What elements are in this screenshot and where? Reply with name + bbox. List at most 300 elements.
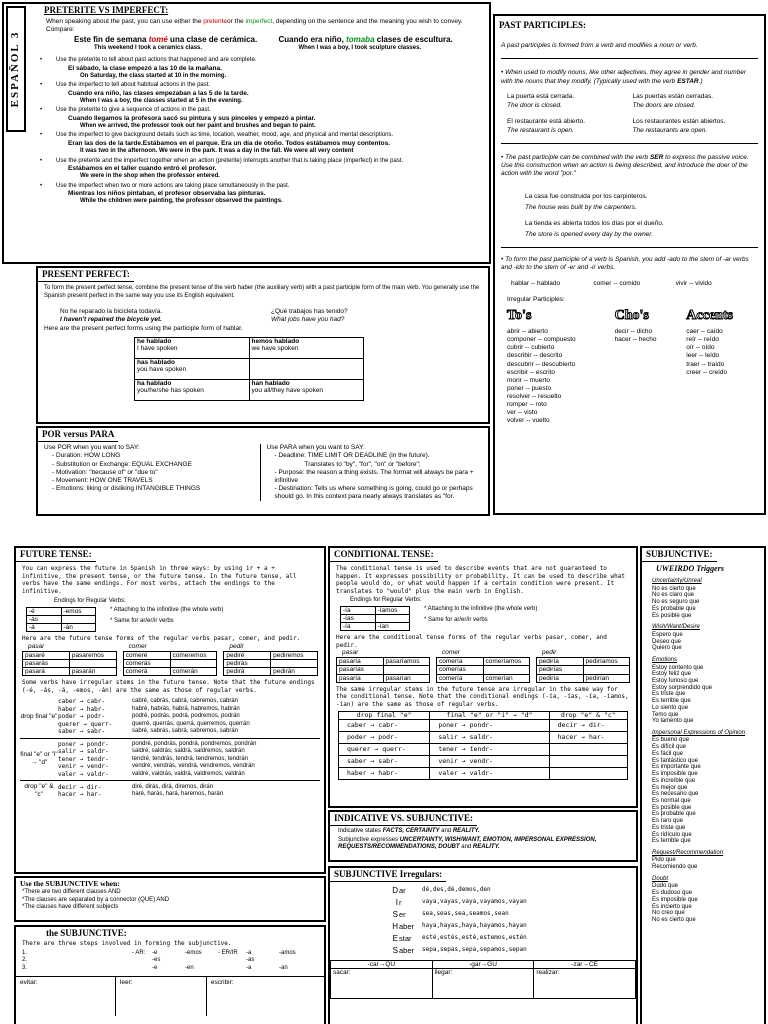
- conditional-irregular-table: [338, 711, 628, 780]
- irregular-participle: descubrir -- descubierto: [507, 360, 576, 368]
- irregular-stem: caber → cabr-: [58, 698, 105, 706]
- subj-ending: -e: [152, 949, 158, 956]
- group-accents: Accents: [686, 307, 733, 323]
- verb-form-cell: [483, 666, 530, 674]
- irregular-stem: valer → valdr-: [58, 770, 109, 778]
- pp-table-cell: [249, 379, 364, 400]
- subj-ending-row: [152, 957, 218, 965]
- irregular-participle: poner -- puesto: [507, 384, 552, 392]
- future-note-2: * Same for ar/er/ir verbs: [110, 618, 174, 625]
- pp-irregular-lists: [495, 324, 764, 426]
- por-item: - Movement: HOW ONE TRAVELS: [52, 476, 153, 484]
- para-column: Use PARA when you want to SAY: - Deadline: TIME LIMIT OR DEADLINE (in the future). Translates to "by", "for", "on" or "before"; - Purpose: the reason a thing exists. The format will always be para + infinitive - Destination: Tells us where something is going, could go or perhaps should go. In this context para nearly always translates as "for.: [260, 444, 483, 501]
- irregular-group-label: final "e" or "i" → "d": [20, 751, 58, 767]
- group-chos: Cho's: [614, 307, 649, 323]
- irregular-stem: tener → tendr-: [58, 755, 109, 763]
- verb-form-cell: [271, 659, 318, 667]
- irregular-participle: traer -- traído: [686, 360, 725, 368]
- subj-irr-initial: I: [395, 898, 398, 908]
- verb-form-cell: pedirá: [224, 668, 271, 676]
- ending-cell: -ías: [341, 614, 376, 622]
- irregular-form: haré, harás, hará, haremos, harán: [132, 791, 224, 798]
- irregular-stem: salir → saldr-: [58, 748, 109, 756]
- pp-table-es: ha hablado: [137, 379, 172, 387]
- conditional-irregular-note: The same irregular stems in the future tense are irregular in the same way for the conditional tense. Note that the conditional endings (-ía, -ías, -ía, -íamos, -ían) are the same as those of regular verbs.: [336, 685, 629, 708]
- future-tense-box: [14, 546, 326, 874]
- trigger-item: No creo que: [652, 910, 685, 917]
- irregular-participle: creer -- creído: [686, 368, 728, 376]
- subj-irr-rest: er: [399, 910, 406, 920]
- por-item: - Emotions: liking or disliking INTANGIBLE THINGS: [52, 484, 201, 492]
- trigger-item: Es increíble que: [652, 777, 696, 784]
- trigger-item: No es cierto que: [652, 917, 696, 923]
- subj-irr-row: [390, 886, 630, 896]
- verb-form-cell: pasará: [23, 668, 70, 676]
- cond-irr-cell: haber → habr-: [339, 768, 430, 780]
- verb-form-cell: comeré: [123, 651, 170, 659]
- pp-pairs: [495, 86, 764, 136]
- subj-ending: -an: [279, 964, 288, 971]
- present-perfect-box: [36, 266, 490, 424]
- por-item: - Substitution or Exchange: EQUAL EXCHANGE: [52, 460, 192, 468]
- verb-form-cell: [69, 659, 116, 667]
- verb-name: pedir: [542, 649, 557, 657]
- subj-irr-forms: vaya,vayas,vaya,vayamos,vayan: [422, 898, 527, 906]
- verb-form-cell: pediría: [537, 658, 584, 666]
- rule-text: • Use the preterite and the imperfect together when an action (preterite) interrupts another that is taking place (imperfect) in the past.: [34, 158, 489, 166]
- subj-verb-boxes: [16, 976, 324, 1016]
- subj-irr-rest: aber: [399, 946, 415, 956]
- pp-pair-row: [507, 93, 758, 101]
- future-intro: You can express the future in Spanish in three ways: by using ir + a + infinitive, the present tense, or the future tense. In the future tense, all verbs have the same endings. For most verbs, attach the endings to the infinitive.: [22, 565, 297, 595]
- pp-table-en: you/he/she has spoken: [137, 386, 204, 394]
- spell-verb: llegar:: [432, 969, 534, 999]
- irregular-stem: saber → sabr-: [58, 728, 105, 736]
- spell-verb: realizar:: [534, 969, 636, 999]
- pp-pair-left: The restaurant is open.: [507, 127, 574, 134]
- rule-example-es: Cuando era niño, las clases empezaban a las 5 de la tarde.: [68, 89, 249, 97]
- trigger-sections: [642, 574, 764, 923]
- rule-example-es: Estábamos en el taller cuando entró el profesor.: [68, 165, 217, 172]
- conditional-forms: [330, 649, 636, 683]
- cond-irr-cell: poner → pondr-: [430, 720, 549, 732]
- spell-verb: sacar:: [331, 969, 433, 999]
- subj-irregular-rows: [330, 882, 636, 956]
- chos-list: [615, 328, 687, 426]
- verb-form-cell: comerías: [437, 666, 484, 674]
- present-perfect-table: [134, 337, 364, 401]
- rule-example-en: On Saturday, the class started at 10 in the morning.: [80, 72, 227, 79]
- cond-irr-head: final "e" or "i" → "d": [430, 712, 549, 720]
- indicative-subjunctive-box: [328, 810, 638, 862]
- subj-when-item: *There are two different clauses AND: [22, 889, 121, 896]
- pp-ser-example: La tienda es abierta todos los días por el dueño.: [525, 219, 664, 227]
- spell-head: -car→QU: [331, 961, 433, 969]
- subjunctive-triggers-box: [640, 546, 766, 1024]
- trigger-item: Es ridículo que: [652, 831, 692, 838]
- ending-cell: [375, 614, 410, 622]
- cond-irr-cell: venir → vendr-: [430, 756, 549, 768]
- verb-form-cell: comeremos: [170, 651, 217, 659]
- subj-irr-rest: star: [399, 934, 412, 944]
- future-irregular-groups: [16, 694, 324, 801]
- cond-irr-cell: querer → querr-: [339, 744, 430, 756]
- subj-steps-intro: There are three steps involved in forming the subjunctive.: [22, 940, 232, 948]
- trigger-item: Dudo que: [652, 883, 679, 890]
- present-perfect-title: PRESENT PERFECT:: [38, 268, 134, 282]
- irregular-stem: poder → podr-: [58, 713, 105, 721]
- irregular-participle: reír -- reído: [686, 336, 719, 344]
- irregular-stem: poner → pondr-: [58, 740, 109, 748]
- verb-form-cell: [583, 666, 630, 674]
- verb-form-cell: comerían: [483, 674, 530, 682]
- ending-cell: -ía: [341, 623, 376, 631]
- preterite-title: PRETERITE VS IMPERFECT:: [44, 5, 169, 15]
- verb-form-cell: pasarán: [69, 668, 116, 676]
- subj-when-item: *The clauses have different subjects: [22, 904, 119, 911]
- trigger-section-title: Uncertainty/Unreal: [652, 578, 702, 585]
- trigger-item: Es terrible que: [652, 698, 691, 705]
- ending-cell: -ía: [341, 606, 376, 614]
- irregular-participle: componer -- compuesto: [507, 336, 576, 344]
- verb-name: pasar: [28, 642, 45, 650]
- subjunctive-line: Subjunctive expresses UNCERTAINTY, WISH/WANT, EMOTION, IMPERSONAL EXPRESSION, REQUESTS/RECOMMENDATIONS, DOUBT and REALITY.: [338, 836, 597, 851]
- subj-ending: -as: [246, 957, 255, 964]
- future-forms-note: Here are the future tense forms of the regular verbs pasar, comer, and pedir.: [22, 635, 301, 643]
- trigger-section-title: Request/Recommendation: [652, 849, 724, 856]
- cond-irr-cell: tener → tendr-: [430, 744, 549, 756]
- indicative-line: Indicative states FACTS, CERTAINTY and REALITY.: [338, 828, 480, 835]
- pp-intro: To form the present perfect tense, combine the present tense of the verb haber (the auxiliary verb) with a past participle form of the main verb. You generally use the Spanish present perfect in the same way you use its English equivalent.: [44, 285, 480, 299]
- pp-groups: [495, 305, 764, 325]
- trigger-item: Es normal que: [652, 797, 691, 804]
- conditional-note-1: * Attaching to the infinitive (the whole verb): [424, 605, 538, 612]
- trigger-item: Es posible que: [652, 804, 692, 811]
- verb-forms-table: [336, 657, 430, 682]
- pp-table-en: I have spoken: [137, 344, 178, 352]
- preterite-imperfect-box: [2, 2, 491, 264]
- pp-table-cell: [135, 379, 250, 400]
- conditional-forms-note: Here are the conditional tense forms of the regular verbs pasar, comer, and pedir.: [336, 634, 607, 649]
- pp-table-es: he hablado: [137, 337, 172, 345]
- cond-irr-cell: hacer → har-: [549, 732, 627, 744]
- subjunctive-irregulars-box: [328, 866, 638, 1024]
- trigger-item: Es fantástico que: [652, 757, 699, 764]
- pp-table-cell: [249, 358, 364, 379]
- trigger-item: Estoy sorprendido que: [652, 684, 713, 691]
- trigger-item: Pido que: [652, 857, 676, 864]
- rule-text: • Use the imperfect when two or more actions are taking place simultaneously in the past.: [34, 183, 489, 191]
- ar-label: - AR:: [132, 949, 146, 956]
- trigger-item: No es seguro que: [652, 599, 700, 606]
- irregular-form: vendré, vendrás, vendrá, vendremos, vendrán: [132, 763, 255, 770]
- verb-forms: [336, 649, 430, 683]
- future-note-1: * Attaching to the infinitive (the whole verb): [110, 606, 224, 613]
- rule-text: • Use the preterite to tell about past actions that happened and are complete.: [34, 57, 489, 65]
- verb-form-cell: pasaremos: [69, 651, 116, 659]
- trigger-item: Lo siento que: [652, 704, 689, 711]
- verb-name: comer: [442, 649, 461, 657]
- irregular-stems: [58, 741, 132, 779]
- verb-name: pedir: [229, 642, 244, 650]
- cond-irr-cell: decir → dir-: [549, 720, 627, 732]
- trigger-item: Es raro que: [652, 818, 684, 825]
- er-endings: [246, 950, 312, 973]
- irregular-form: habré, habrás, habrá, habremos, habrán: [132, 705, 240, 712]
- cond-irr-cell: saber → sabr-: [339, 756, 430, 768]
- irregular-participle: volver -- vuelto: [507, 417, 550, 425]
- conditional-title: CONDITIONAL TENSE:: [330, 548, 438, 562]
- trigger-item: Es difícil que: [652, 744, 687, 751]
- irregular-participle: hacer -- hecho: [614, 336, 657, 344]
- cond-irr-cell: [549, 756, 627, 768]
- present-perfect-examples: No he reparado la bicicleta todavía. I haven't repaired the bicycle yet. ¿Qué trabajos has tenido? What jobs have you had?: [60, 308, 348, 324]
- ar-endings: [152, 950, 218, 973]
- verb-form-cell: pasaría: [337, 658, 384, 666]
- por-item: - Duration: HOW LONG: [52, 452, 121, 460]
- conditional-tense-box: [328, 546, 638, 808]
- pp-pair-right: Las puertas están cerradas.: [632, 92, 714, 100]
- indicative-title: INDICATIVE VS. SUBJUNCTIVE:: [330, 812, 477, 826]
- rule-text: • Use the preterite to give a sequence of actions in the past.: [34, 107, 489, 115]
- verb-form-cell: [170, 659, 217, 667]
- rule-text: • Use the imperfect to give background details such as time, location, weather, mood, age, and physical and mental descriptions.: [34, 132, 489, 140]
- rule-example-en: It was two in the afternoon. We were in the park. It was a day in the fall. We were all very content: [80, 148, 354, 154]
- group-tos: To's: [507, 307, 532, 323]
- pp-ser-example: The store is opened every day by the owner.: [525, 230, 654, 238]
- verb-form-cell: pedirías: [537, 666, 584, 674]
- ending-cell: [61, 615, 96, 623]
- conditional-intro: The conditional tense is used to describe events that are not guaranteed to happen. It expresses possibility or probability. It can be used to describe what people would do, or what would happen if a certain condition were present. It translates to "would" plus the main verb in English.: [336, 565, 625, 595]
- irregular-group-label: drop "e" & "c": [24, 783, 54, 799]
- trigger-section-title: Wish/Want/Desire: [652, 624, 700, 631]
- verb-name: pasar: [342, 649, 359, 657]
- subj-irr-row: [390, 934, 630, 944]
- spanish-3-tab: ESPAÑOL 3: [6, 6, 26, 132]
- step-numbers: 1. 2. 3.: [22, 949, 28, 971]
- verb-form-cell: pedirán: [271, 668, 318, 676]
- preterite-rules: [34, 52, 489, 206]
- pp-table-en: you all/they have spoken: [251, 386, 324, 394]
- trigger-section-title: Emotions: [652, 657, 678, 663]
- irregular-stems: [58, 698, 132, 736]
- trigger-item: Es triste que: [652, 824, 686, 831]
- trigger-item: Estoy contento que: [652, 664, 704, 671]
- trigger-item: Deseo que: [652, 638, 682, 645]
- pp-table-es: hemos hablado: [251, 337, 300, 345]
- er-label: - ER/IR: [218, 949, 238, 956]
- past-participles-title: PAST PARTICIPLES:: [499, 20, 586, 30]
- irregular-stems: [58, 784, 132, 799]
- trigger-item: Es probable que: [652, 811, 696, 818]
- accents-list: [686, 328, 758, 426]
- subj-ending: -emos: [185, 949, 202, 956]
- trigger-item: Es posible que: [652, 612, 692, 619]
- future-forms: [16, 643, 324, 677]
- irregular-group: [20, 696, 320, 739]
- preterite-compare: Este fin de semana tomé una clase de cerámica. This weekend I took a ceramics class. Cuando era niño, tomaba clases de escultura. When I was a boy, I took sculpture classes.: [34, 35, 489, 53]
- pp-pair-left: La puerta está cerrada.: [507, 92, 575, 100]
- subj-irr-initial: S: [392, 946, 398, 956]
- pp-table-cell: [135, 358, 250, 379]
- subj-ending-row: [246, 965, 312, 973]
- pp-irregular-title: Irregular Participles:: [507, 296, 565, 304]
- verb-form-cell: pedirás: [224, 659, 271, 667]
- verb-forms: [436, 649, 530, 683]
- subj-when-title: Use the SUBJUNCTIVE when:: [20, 879, 120, 888]
- conditional-endings-title: Endings for Regular Verbs:: [350, 597, 422, 604]
- verb-form-cell: [383, 666, 430, 674]
- irregular-form: querré, querrás, querrá, querremos, querrán: [132, 720, 250, 727]
- ending-cell: -á: [27, 624, 62, 632]
- irregular-forms: [132, 741, 320, 779]
- trigger-item: Es triste que: [652, 691, 686, 698]
- irregular-form: pondré, pondrás, pondrá, pondremos, pondrán: [132, 740, 257, 747]
- cond-irr-head: drop final "e": [339, 712, 430, 720]
- verb-forms: [536, 649, 630, 683]
- cond-irr-cell: poder → podr-: [339, 732, 430, 744]
- por-item: - Motivation: "because of" or "due to": [52, 468, 158, 476]
- irregular-stem: hacer → har-: [58, 791, 102, 799]
- subj-ending-row: [246, 957, 312, 965]
- pp-pair-right: The restaurants are open.: [632, 127, 708, 134]
- irregular-forms: [132, 784, 320, 799]
- preterite-intro: When speaking about the past, you can use either the preteriteor the imperfect, depending on the sentence and the meaning you wish to convey. Compare:: [46, 18, 463, 34]
- subj-irr-row: [390, 898, 630, 908]
- subj-ending: [185, 957, 218, 965]
- spell-head: -gar→GU: [432, 961, 534, 969]
- irregular-group-label: drop final "e": [20, 712, 58, 720]
- rule-example-en: We were in the shop when the professor entered.: [80, 173, 220, 180]
- irregular-participle: decir -- dicho: [614, 328, 653, 335]
- pp-table-cell: [135, 337, 250, 358]
- rule-example-es: El sábado, la clase empezó a las 10 de la mañana.: [68, 64, 222, 72]
- subj-irr-rest: aber: [399, 922, 415, 932]
- verb-form-cell: comería: [437, 674, 484, 682]
- conditional-note-2: * Same for ar/er/ir verbs: [424, 617, 488, 624]
- cond-irr-cell: salir → saldr-: [430, 732, 549, 744]
- subj-irr-title: SUBJUNCTIVE Irregulars:: [330, 868, 446, 882]
- subj-irr-row: [390, 946, 630, 956]
- trigger-item: Es importante que: [652, 764, 701, 771]
- subj-irr-row: [390, 910, 630, 920]
- trigger-item: Yo lamento que: [652, 718, 694, 725]
- irregular-participle: cubrir -- cubierto: [507, 344, 555, 352]
- pp-ser-example: The house was built by the carpenters.: [525, 203, 637, 211]
- por-para-box: [36, 426, 490, 516]
- trigger-section-title: Doubt: [652, 875, 669, 882]
- subj-irr-rest: r: [399, 898, 402, 908]
- verb-escribir: escribir:: [210, 979, 234, 987]
- irregular-stem: querer → querr-: [58, 720, 113, 728]
- trigger-item: Es terrible que: [652, 838, 691, 845]
- para-item: Translates to "by", "for", "on" or "before";: [304, 460, 421, 468]
- trigger-item: Estoy feliz que: [652, 671, 692, 678]
- trigger-item: Es fácil que: [652, 750, 684, 757]
- subj-irr-row: [390, 922, 630, 932]
- pp-adj-note: • When used to modify nouns, like other adjectives, they agree in gender and number with the nouns that they modify. (Typically used with the verb ESTAR.): [501, 69, 747, 85]
- rule-example-es: Eran las dos de la tarde.Estábamos en el parque. Era un día de otoño. Todos estábamos muy contentos.: [68, 139, 391, 147]
- pp-form-note: • To form the past participle of a verb is Spanish, you add -ado to the stem of -ar verbs and -ido to the stem of -er and -ir verbs.: [501, 256, 749, 272]
- trigger-item: Temo que: [652, 711, 679, 718]
- verb-leer: leer:: [116, 977, 207, 1016]
- irregular-form: saldré, saldrás, saldrá, saldremos, saldrán: [132, 748, 245, 755]
- trigger-item: No es cierto que: [652, 585, 696, 592]
- trigger-item: Es dudoso que: [652, 890, 693, 897]
- pp-pair-left: El restaurante está abierto.: [507, 117, 586, 125]
- rule-example-es: Mientras los niños pintaban, el profesor observaba las pinturas.: [68, 190, 266, 198]
- verb-form-cell: comerán: [170, 668, 217, 676]
- subj-spelling-table: [330, 960, 636, 999]
- cond-irr-cell: [549, 768, 627, 780]
- verb-forms-table: [536, 657, 630, 682]
- verb-form-cell: pediríamos: [583, 658, 630, 666]
- subj-ending-row: [246, 950, 312, 958]
- irregular-group: [20, 739, 320, 782]
- verb-evitar: evitar:: [16, 977, 116, 1016]
- verb-form-cell: pasaríamos: [383, 658, 430, 666]
- subj-irr-initial: H: [392, 922, 398, 932]
- future-title: FUTURE TENSE:: [16, 548, 96, 562]
- pp-ser-examples: [495, 179, 764, 240]
- irregular-participle: romper -- roto: [507, 401, 547, 409]
- pp-pair-right: The doors are closed.: [632, 101, 696, 109]
- subjunctive-when-box: [14, 876, 326, 922]
- verb-form-cell: pedirían: [583, 674, 630, 682]
- trigger-item: Es imposible que: [652, 896, 698, 903]
- irregular-stem: haber → habr-: [58, 705, 105, 713]
- subj-irr-initial: E: [392, 934, 398, 944]
- irregular-form: cabré, cabrás, cabrá, cabremos, cabrán: [132, 698, 239, 705]
- irregular-form: valdré, valdrás, valdrá, valdremos, valdrán: [132, 770, 245, 777]
- trigger-item: Es probable que: [652, 605, 696, 612]
- verb-forms: [123, 643, 218, 677]
- por-para-title: POR versus PARA: [38, 428, 118, 442]
- trigger-section-title: Impersonal Expressions of Opinion: [652, 729, 746, 736]
- pp-table-es: has hablado: [137, 358, 175, 366]
- trigger-item: Es mejor que: [652, 784, 688, 791]
- pp-pair-row: [507, 127, 758, 135]
- subj-irr-forms: sea,seas,sea,seamos,sean: [422, 910, 509, 918]
- verb-form-cell: pasarás: [23, 659, 70, 667]
- pp-pair-right: Los restaurantes están abiertos.: [632, 117, 726, 125]
- irregular-participle: oír -- oído: [686, 344, 715, 352]
- irregular-participle: resolver -- resuelto: [507, 393, 562, 400]
- pp-table-en: you have spoken: [137, 365, 187, 373]
- irregular-form: tendré, tendrás, tendrá, tendremos, tendrán: [132, 755, 249, 762]
- pp-table-en: we have spoken: [251, 344, 299, 352]
- tos-list: [507, 328, 615, 426]
- irregular-participle: abrir -- abierto: [507, 328, 548, 335]
- verb-form-cell: comeríamos: [483, 658, 530, 666]
- verb-forms: [223, 643, 318, 677]
- irregular-participle: caer -- caído: [686, 328, 723, 335]
- compare-1-es: Este fin de semana tomé una clase de cerámica.: [74, 34, 258, 44]
- irregular-stem: decir → dir-: [58, 783, 102, 791]
- irregular-participle: escribir -- escrito: [507, 368, 556, 376]
- irregular-group: [20, 781, 320, 801]
- subj-irr-rest: ar: [399, 886, 406, 896]
- para-item: - Deadline: TIME LIMIT OR DEADLINE (in the future).: [274, 452, 430, 460]
- por-column: Use POR when you want to SAY: - Duration: HOW LONG - Substitution or Exchange: EQUAL EXCHANGE - Motivation: "because of" or "due to" - Movement: HOW ONE TRAVELS - Emotions: liking or disliking INTANGIBLE THINGS: [44, 444, 260, 501]
- pp-pair-left: The door is closed.: [507, 101, 562, 109]
- subj-ending: -en: [185, 964, 194, 971]
- subj-when-item: *The clauses are separated by a connector (QUE) AND: [22, 896, 170, 903]
- verb-form-cell: pasaría: [337, 674, 384, 682]
- subj-ending: -a: [246, 949, 252, 956]
- conditional-endings-table: [340, 606, 410, 631]
- verb-forms-table: [123, 651, 218, 676]
